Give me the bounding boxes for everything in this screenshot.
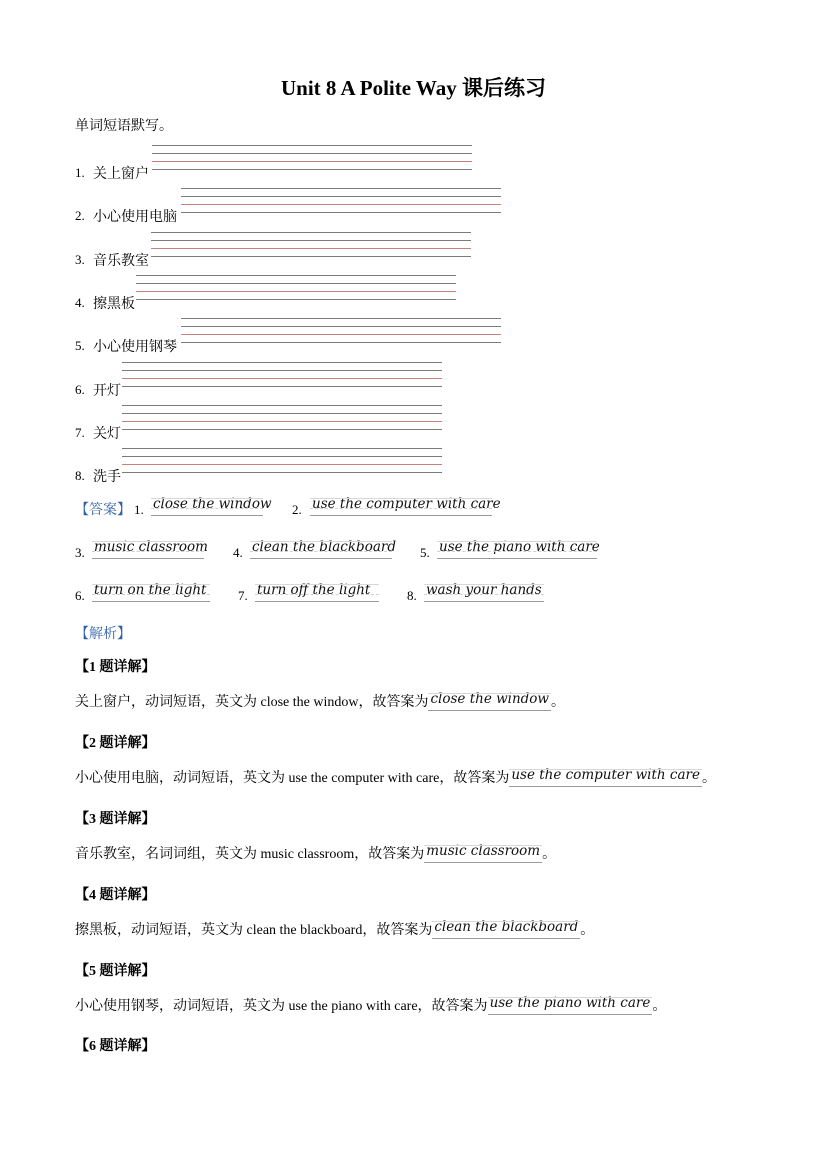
answer-number: 8. — [407, 588, 417, 603]
writing-lines[interactable] — [122, 405, 442, 435]
answer-number: 6. — [75, 588, 85, 603]
answer-value: close the window — [151, 495, 263, 516]
writing-lines[interactable] — [181, 188, 501, 218]
inline-answer: use the piano with care — [488, 994, 653, 1015]
question-text: 关上窗户 — [93, 167, 149, 182]
writing-lines[interactable] — [151, 232, 471, 262]
question-text: 关灯 — [93, 427, 121, 442]
detail-heading: 【2 题详解】 — [75, 736, 156, 751]
question-number: 4. — [75, 295, 85, 310]
question-text: 小心使用钢琴 — [93, 340, 177, 355]
answer-value: music classroom — [92, 538, 204, 559]
answer-number: 5. — [420, 545, 430, 560]
instruction: 单词短语默写。 — [75, 119, 173, 134]
detail-heading: 【6 题详解】 — [75, 1039, 156, 1054]
writing-lines[interactable] — [152, 145, 472, 175]
answer-number: 7. — [238, 588, 248, 603]
question-text: 音乐教室 — [93, 254, 149, 269]
answer-value: turn off the light — [255, 581, 379, 602]
writing-lines[interactable] — [136, 275, 456, 305]
answer-label: 【答案】 — [75, 503, 131, 518]
detail-heading: 【4 题详解】 — [75, 888, 156, 903]
question-number: 5. — [75, 338, 85, 353]
question-number: 1. — [75, 165, 85, 180]
writing-lines[interactable] — [122, 362, 442, 392]
question-text: 小心使用电脑 — [93, 210, 177, 225]
answer-number: 2. — [292, 502, 302, 517]
answer-number: 4. — [233, 545, 243, 560]
detail-paragraph: 小心使用钢琴，动词短语，英文为 use the piano with care，故答案为 use the piano with care 。 — [75, 995, 667, 1014]
detail-heading: 【3 题详解】 — [75, 812, 156, 827]
detail-paragraph: 小心使用电脑，动词短语，英文为 use the computer with care，故答案为 use the computer with care 。 — [75, 767, 716, 786]
inline-answer: clean the blackboard — [432, 918, 580, 939]
answer-value: clean the blackboard — [250, 538, 392, 559]
inline-answer: music classroom — [424, 842, 542, 863]
detail-heading: 【1 题详解】 — [75, 660, 156, 675]
question-number: 2. — [75, 208, 85, 223]
answer-value: wash your hands — [424, 581, 544, 602]
question-number: 6. — [75, 382, 85, 397]
page-title: Unit 8 A Polite Way 课后练习 — [280, 76, 547, 100]
question-number: 3. — [75, 252, 85, 267]
writing-lines[interactable] — [181, 318, 501, 348]
answer-value: use the computer with care — [310, 495, 492, 516]
detail-paragraph: 音乐教室，名词词组，英文为 music classroom，故答案为 music classroom 。 — [75, 843, 557, 862]
question-text: 开灯 — [93, 384, 121, 399]
answer-value: use the piano with care — [437, 538, 597, 559]
question-number: 7. — [75, 425, 85, 440]
question-number: 8. — [75, 468, 85, 483]
answer-number: 3. — [75, 545, 85, 560]
answer-value: turn on the light — [92, 581, 210, 602]
question-text: 洗手 — [93, 470, 121, 485]
question-text: 擦黑板 — [93, 297, 135, 312]
analysis-label: 【解析】 — [75, 627, 131, 642]
detail-paragraph: 关上窗户，动词短语，英文为 close the window，故答案为 close the window 。 — [75, 691, 565, 710]
detail-heading: 【5 题详解】 — [75, 964, 156, 979]
inline-answer: close the window — [428, 690, 551, 711]
inline-answer: use the computer with care — [509, 766, 702, 787]
detail-paragraph: 擦黑板，动词短语，英文为 clean the blackboard，故答案为 clean the blackboard 。 — [75, 919, 595, 938]
answer-number: 1. — [134, 502, 144, 517]
writing-lines[interactable] — [122, 448, 442, 478]
